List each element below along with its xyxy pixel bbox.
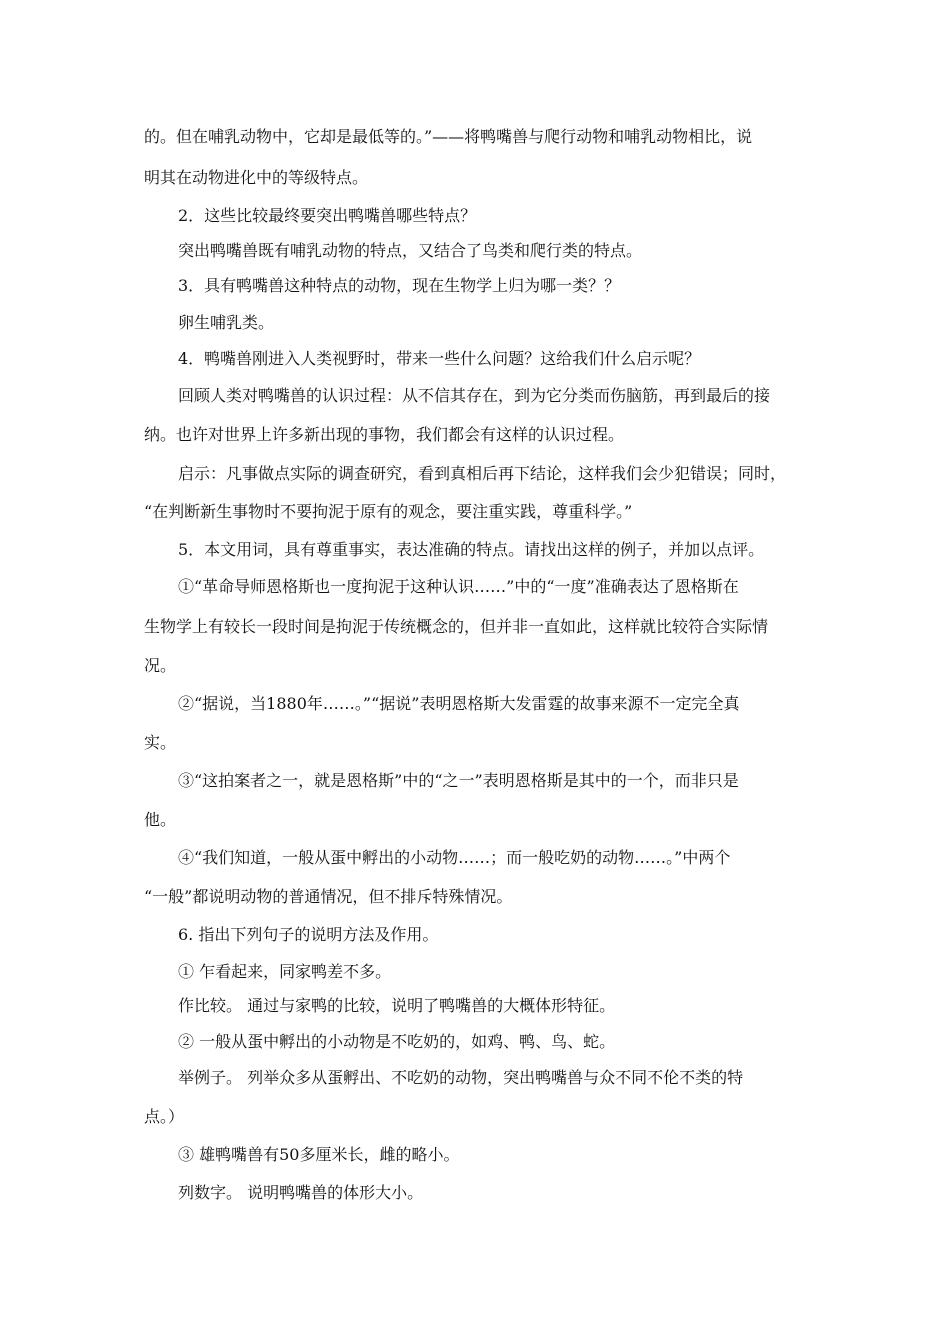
text-line: 列数字。 说明鸭嘴兽的体形大小。 [178,1183,424,1202]
text-line: 突出鸭嘴兽既有哺乳动物的特点，又结合了鸟类和爬行类的特点。 [178,241,643,260]
text-line: 4．鸭嘴兽刚进入人类视野时，带来一些什么问题？这给我们什么启示呢？ [178,349,701,368]
text-line: ②“据说，当1880年……。”“据说”表明恩格斯大发雷霆的故事来源不一定完全真 [178,694,740,713]
text-line: ④“我们知道，一般从蛋中孵出的小动物……；而一般吃奶的动物……。”中两个 [178,848,731,867]
text-line: 点。） [144,1107,185,1126]
text-line: 实。 [144,733,177,752]
text-line: 的。但在哺乳动物中，它却是最低等的。”——将鸭嘴兽与爬行动物和哺乳动物相比，说 [144,127,753,146]
text-line: 卵生哺乳类。 [178,313,275,332]
text-line: ①“革命导师恩格斯也一度拘泥于这种认识……”中的“一度”准确表达了恩格斯在 [178,577,739,596]
text-line: 况。 [144,656,177,675]
text-line: 纳。也许对世界上许多新出现的事物，我们都会有这样的认识过程。 [144,425,625,444]
text-line: “一般”都说明动物的普通情况，但不排斥特殊情况。 [144,887,513,906]
text-line: ① 乍看起来，同家鸭差不多。 [178,962,392,981]
text-line: 6. 指出下列句子的说明方法及作用。 [178,925,439,944]
text-line: ② 一般从蛋中孵出的小动物是不吃奶的，如鸡、鸭、鸟、蛇。 [178,1032,616,1051]
text-line: 2．这些比较最终要突出鸭嘴兽哪些特点？ [178,206,477,225]
text-line: 生物学上有较长一段时间是拘泥于传统概念的，但并非一直如此，这样就比较符合实际情 [144,617,769,636]
text-line: 3．具有鸭嘴兽这种特点的动物，现在生物学上归为哪一类？？ [178,276,621,295]
text-line: 举例子。 列举众多从蛋孵出、不吃奶的动物，突出鸭嘴兽与众不同不伦不类的特 [178,1068,744,1087]
text-line: ③“这拍案者之一，就是恩格斯”中的“之一”表明恩格斯是其中的一个，而非只是 [178,771,739,790]
text-line: ③ 雄鸭嘴兽有50多厘米长，雌的略小。 [178,1145,460,1164]
text-line: “在判断新生事物时不要拘泥于原有的观念，要注重实践，尊重科学。” [144,502,633,521]
text-line: 5．本文用词，具有尊重事实，表达准确的特点。请找出这样的例子，并加以点评。 [178,540,765,559]
text-line: 作比较。 通过与家鸭的比较，说明了鸭嘴兽的大概体形特征。 [178,996,616,1015]
text-line: 回顾人类对鸭嘴兽的认识过程：从不信其存在，到为它分类而伤脑筋，再到最后的接 [178,386,771,405]
text-line: 明其在动物进化中的等级特点。 [144,168,369,187]
text-line: 他。 [144,810,177,829]
text-line: 启示：凡事做点实际的调查研究，看到真相后再下结论，这样我们会少犯错误；同时， [178,464,787,483]
